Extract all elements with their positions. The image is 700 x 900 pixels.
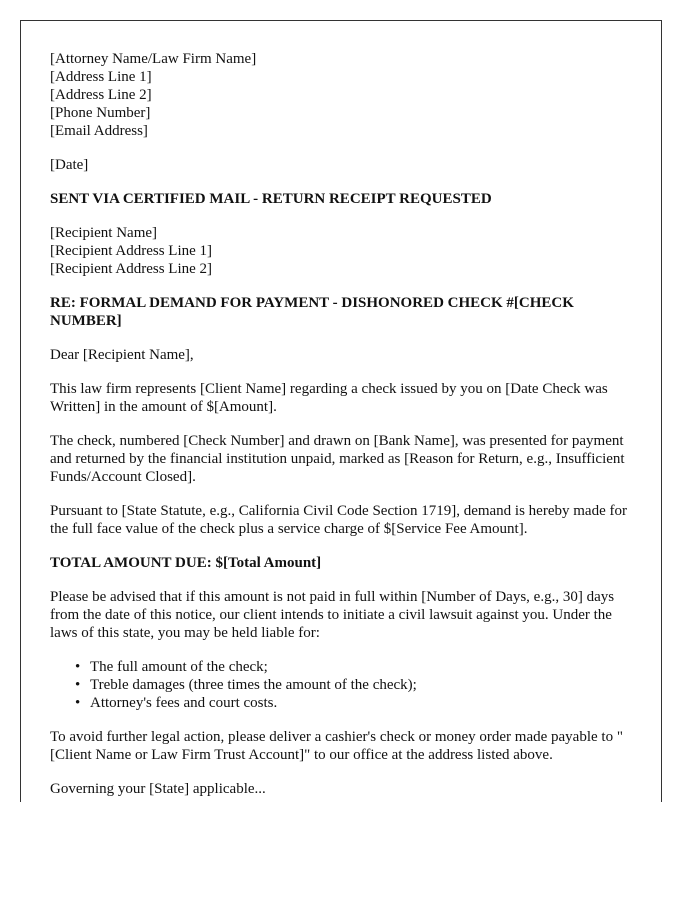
sender-name: [Attorney Name/Law Firm Name] [50,51,257,67]
sender-phone: [Phone Number] [50,105,151,121]
bullet-icon: • [75,695,81,711]
list-item-text: Attorney's fees and court costs. [90,695,278,711]
letter-body [50,50,628,802]
representation-paragraph: This law firm represents [Client Name] regarding a check issued by you on [Date Check was Written] in the amount of $[Amount]. [50,381,608,415]
recipient-address-line-1: [Recipient Address Line 1] [50,243,213,259]
letter-date: [Date] [50,157,89,173]
list-item-text: The full amount of the check; [90,659,268,675]
total-amount-due: TOTAL AMOUNT DUE: $[Total Amount] [50,555,322,571]
sender-email: [Email Address] [50,123,148,139]
warning-paragraph: Please be advised that if this amount is not paid in full within [Number of Days, e.g., 30] days from the date of this notice, our client intends to initiate a civil lawsuit against you. Under the laws of this state, you may be held liable for: [50,589,615,641]
closing-paragraph-partial: Governing your [State] applicable... [50,781,266,797]
list-item-text: Treble damages (three times the amount of the check); [90,677,417,693]
instructions-paragraph: To avoid further legal action, please deliver a cashier's check or money order made payable to "[Client Name or Law Firm Trust Account]" to our office at the address listed above. [50,729,623,763]
sender-address-line-2: [Address Line 2] [50,87,152,103]
liability-list [50,658,628,712]
recipient-address-line-2: [Recipient Address Line 2] [50,261,213,277]
bullet-icon: • [75,677,81,693]
statute-paragraph: Pursuant to [State Statute, e.g., California Civil Code Section 1719], demand is hereby made for the full face value of the check plus a service charge of $[Service Fee Amount]. [50,503,627,537]
recipient-name: [Recipient Name] [50,225,158,241]
delivery-notice: SENT VIA CERTIFIED MAIL - RETURN RECEIPT REQUESTED [50,191,492,207]
sender-block [50,50,628,140]
sender-address-line-1: [Address Line 1] [50,69,152,85]
subject-line: RE: FORMAL DEMAND FOR PAYMENT - DISHONORED CHECK #[CHECK NUMBER] [50,295,574,329]
dishonor-paragraph: The check, numbered [Check Number] and drawn on [Bank Name], was presented for payment and returned by the financial institution unpaid, marked as [Reason for Return, e.g., Insufficient Funds/Account Closed]. [50,433,625,485]
list-item [75,676,628,694]
letter-page [20,20,662,802]
recipient-block [50,224,628,278]
bullet-icon: • [75,659,81,675]
list-item [75,694,628,712]
salutation: Dear [Recipient Name], [50,347,194,363]
list-item [75,658,628,676]
